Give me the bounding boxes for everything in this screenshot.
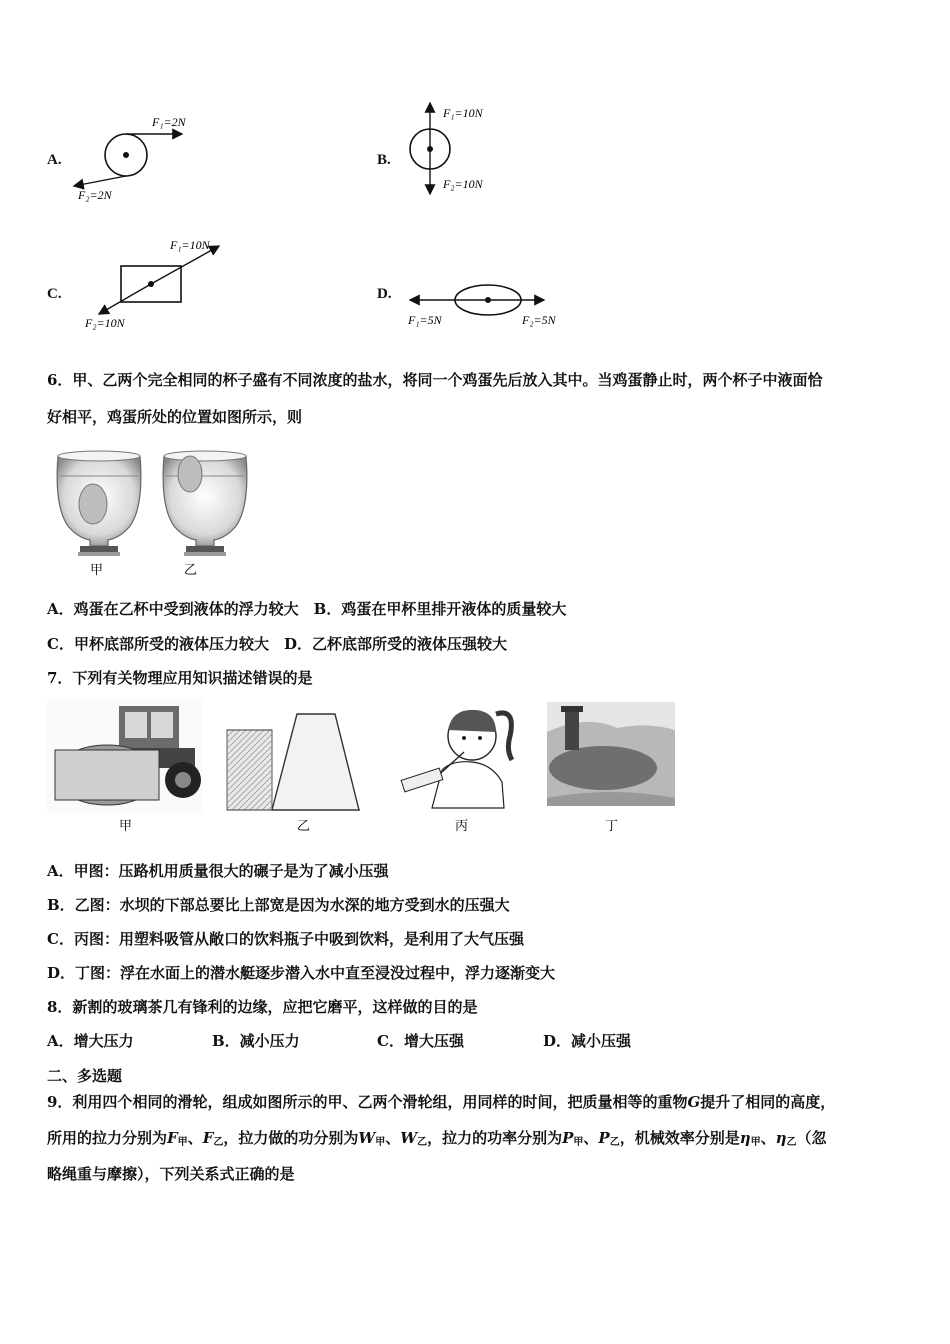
f2-label: F₂=5N xyxy=(522,313,556,327)
f2-label: F₂=2N xyxy=(78,188,112,202)
q6-stem-line1: 6．甲、乙两个完全相同的杯子盛有不同浓度的盐水，将同一个鸡蛋先后放入其中。当鸡蛋静止时，两个杯子中液面恰 xyxy=(47,371,823,389)
q7-stem: 7．下列有关物理应用知识描述错误的是 xyxy=(47,669,313,687)
figure-label-jia: 甲 xyxy=(119,818,133,833)
q6-options-row1[interactable]: A．鸡蛋在乙杯中受到液体的浮力较大 B．鸡蛋在甲杯里排开液体的质量较大 xyxy=(47,600,567,618)
dam-image xyxy=(227,714,360,810)
f1-label: F₁=10N xyxy=(443,106,483,120)
q8-option-d[interactable]: D．减小压强 xyxy=(543,1032,632,1050)
q9-stem-line3: 略绳重与摩擦），下列关系式正确的是 xyxy=(47,1165,295,1183)
q6-options-row2[interactable]: C．甲杯底部所受的液体压力较大 D．乙杯底部所受的液体压强较大 xyxy=(47,635,507,653)
q7-figures xyxy=(47,700,687,840)
q6-cups-figure xyxy=(48,446,248,581)
q6-stem-line2: 好相平，鸡蛋所处的位置如图所示，则 xyxy=(47,408,303,426)
q9-stem-line1: 9．利用四个相同的滑轮，组成如图所示的甲、乙两个滑轮组，用同样的时间，把质量相等的重物G提升了相同的高度， xyxy=(47,1093,836,1111)
q8-option-c[interactable]: C．增大压强 xyxy=(377,1032,464,1050)
option-label: B. xyxy=(377,152,391,168)
q8-option-b[interactable]: B．减小压力 xyxy=(212,1032,300,1050)
section-title: 二、多选题 xyxy=(47,1067,123,1085)
q8-option-a[interactable]: A．增大压力 xyxy=(47,1032,134,1050)
q7-option-b[interactable]: B．乙图：水坝的下部总要比上部宽是因为水深的地方受到水的压强大 xyxy=(47,896,510,914)
cup-yi xyxy=(163,451,247,556)
figure-label-bing: 丙 xyxy=(455,818,469,833)
cup-jia xyxy=(57,451,141,556)
f1-label: F₁=2N xyxy=(152,115,186,129)
q9-stem-line2: 所用的拉力分别为$F_甲$、$F_乙$，拉力做的功分别为$W_甲$、$W_乙$，拉力的功率分别为$P_甲$、$P_乙$，机械效率分别是$\eta_甲$、$\eta_乙$（忽 xyxy=(47,1129,827,1148)
force-diagram-a xyxy=(70,108,210,203)
f2-label: F₂=10N xyxy=(85,316,125,330)
force-diagram-d xyxy=(400,280,575,330)
f2-label: F₂=10N xyxy=(443,177,483,191)
f1-label: F₁=10N xyxy=(170,238,210,252)
f1-label: F₁=5N xyxy=(408,313,442,327)
cup-label-yi: 乙 xyxy=(184,562,198,577)
road-roller-image xyxy=(47,700,202,812)
girl-straw-image xyxy=(401,710,512,808)
submarine-image xyxy=(547,702,675,806)
figure-label-yi: 乙 xyxy=(297,818,311,833)
q8-stem: 8．新割的玻璃茶几有锋利的边缘，应把它磨平，这样做的目的是 xyxy=(47,998,478,1016)
force-diagram-c xyxy=(75,234,235,334)
q7-option-d[interactable]: D．丁图：浮在水面上的潜水艇逐步潜入水中直至浸没过程中，浮力逐渐变大 xyxy=(47,964,556,982)
q7-option-c[interactable]: C．丙图：用塑料吸管从敞口的饮料瓶子中吸到饮料，是利用了大气压强 xyxy=(47,930,524,948)
option-label: A. xyxy=(47,152,62,168)
option-label: D. xyxy=(377,286,392,302)
cup-label-jia: 甲 xyxy=(90,562,104,577)
q7-option-a[interactable]: A．甲图：压路机用质量很大的碾子是为了减小压强 xyxy=(47,862,389,880)
figure-label-ding: 丁 xyxy=(605,818,619,833)
option-label: C. xyxy=(47,286,62,302)
force-diagram-b xyxy=(405,100,515,200)
